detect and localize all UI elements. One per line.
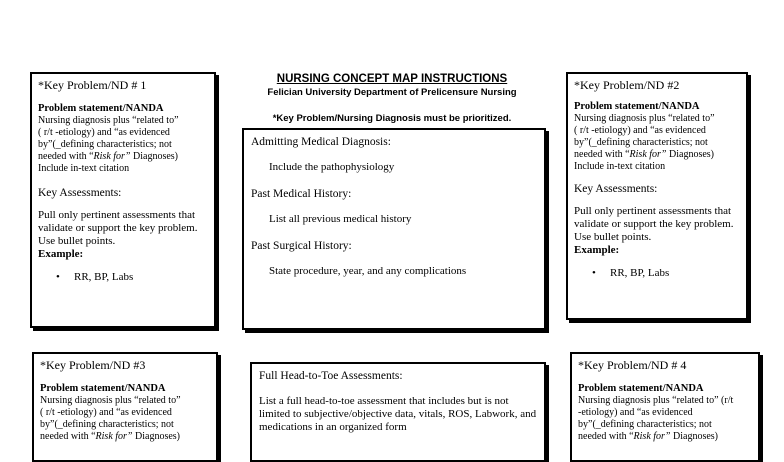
key-assessments-text: Pull only pertinent assessments that validate or support the key problem. Use bullet points. — [574, 205, 734, 243]
example-list — [574, 267, 740, 279]
key-problem-3-box — [32, 352, 218, 462]
problem-statement-line: Include in-text citation — [574, 161, 666, 172]
problem-statement-line: needed with “Risk for” Diagnoses) — [38, 151, 178, 162]
example-list — [38, 271, 208, 283]
pmh-item: • List all previous medical history — [251, 213, 537, 225]
problem-statement-heading: Problem statement/NANDA — [578, 383, 704, 394]
example-item: • RR, BP, Labs — [574, 267, 740, 279]
psh-item: • State procedure, year, and any complications — [251, 265, 537, 277]
problem-statement-line: ( r/t -etiology) and “as evidenced — [574, 125, 706, 136]
problem-statement-line: ( r/t -etiology) and “as evidenced — [38, 127, 170, 138]
problem-statement-line: -etiology) and “as evidenced — [578, 407, 693, 418]
problem-statement-line: by”(_defining characteristics; not — [40, 419, 174, 430]
problem-statement-heading: Problem statement/NANDA — [40, 383, 166, 394]
problem-statement-line: Include in-text citation — [38, 163, 130, 174]
problem-statement-line: by”(_defining characteristics; not — [38, 139, 172, 150]
head-to-toe-text: List a full head-to-toe assessment that includes but is not limited to subjective/objective data, vitals, ROS, Labwork, and medications in an organized form — [259, 395, 537, 433]
problem-statement-line: needed with “Risk for” Diagnoses) — [40, 431, 180, 442]
problem-statement-heading: Problem statement/NANDA — [38, 103, 164, 114]
psh-list — [251, 265, 537, 277]
problem-statement-heading: Problem statement/NANDA — [574, 101, 700, 112]
key-problem-4-title: *Key Problem/ND # 4 — [578, 358, 687, 372]
problem-statement-line: Nursing diagnosis plus “related to” (r/t — [578, 395, 734, 406]
key-problem-4-box — [570, 352, 760, 462]
key-problem-2-title: *Key Problem/ND #2 — [574, 78, 680, 92]
page-title: NURSING CONCEPT MAP INSTRUCTIONS — [276, 73, 508, 85]
key-problem-3-title: *Key Problem/ND #3 — [40, 358, 146, 372]
page-subtitle: Felician University Department of Prelicensure Nursing — [267, 87, 517, 98]
key-assessments-text: Pull only pertinent assessments that validate or support the key problem. Use bullet points. — [38, 209, 198, 247]
problem-statement-line: Nursing diagnosis plus “related to” — [574, 113, 715, 124]
problem-statement-line: Nursing diagnosis plus “related to” — [40, 395, 181, 406]
page-header — [240, 72, 544, 125]
admitting-diagnosis-heading: Admitting Medical Diagnosis: — [251, 136, 391, 148]
key-problem-2-box — [566, 72, 748, 320]
key-problem-1-title: *Key Problem/ND # 1 — [38, 78, 147, 92]
admitting-item: • Include the pathophysiology — [251, 161, 537, 173]
head-to-toe-heading: Full Head-to-Toe Assessments: — [259, 370, 403, 382]
priority-note: *Key Problem/Nursing Diagnosis must be prioritized. — [272, 113, 512, 124]
example-label: Example: — [574, 244, 620, 256]
problem-statement-line: by”(_defining characteristics; not — [578, 419, 712, 430]
pmh-list — [251, 213, 537, 225]
admitting-diagnosis-box — [242, 128, 546, 330]
past-surgical-history-heading: Past Surgical History: — [251, 240, 352, 252]
problem-statement-line: by”(_defining characteristics; not — [574, 137, 708, 148]
problem-statement-line: ( r/t -etiology) and “as evidenced — [40, 407, 172, 418]
problem-statement-line: needed with “Risk for” Diagnoses) — [578, 431, 718, 442]
example-item: • RR, BP, Labs — [38, 271, 208, 283]
problem-statement-line: Nursing diagnosis plus “related to” — [38, 115, 179, 126]
head-to-toe-box — [250, 362, 546, 462]
admitting-list — [251, 161, 537, 173]
past-medical-history-heading: Past Medical History: — [251, 188, 352, 200]
key-problem-1-box — [30, 72, 216, 328]
key-assessments-heading: Key Assessments: — [38, 187, 122, 199]
key-assessments-heading: Key Assessments: — [574, 183, 658, 195]
example-label: Example: — [38, 248, 84, 260]
problem-statement-line: needed with “Risk for” Diagnoses) — [574, 149, 714, 160]
